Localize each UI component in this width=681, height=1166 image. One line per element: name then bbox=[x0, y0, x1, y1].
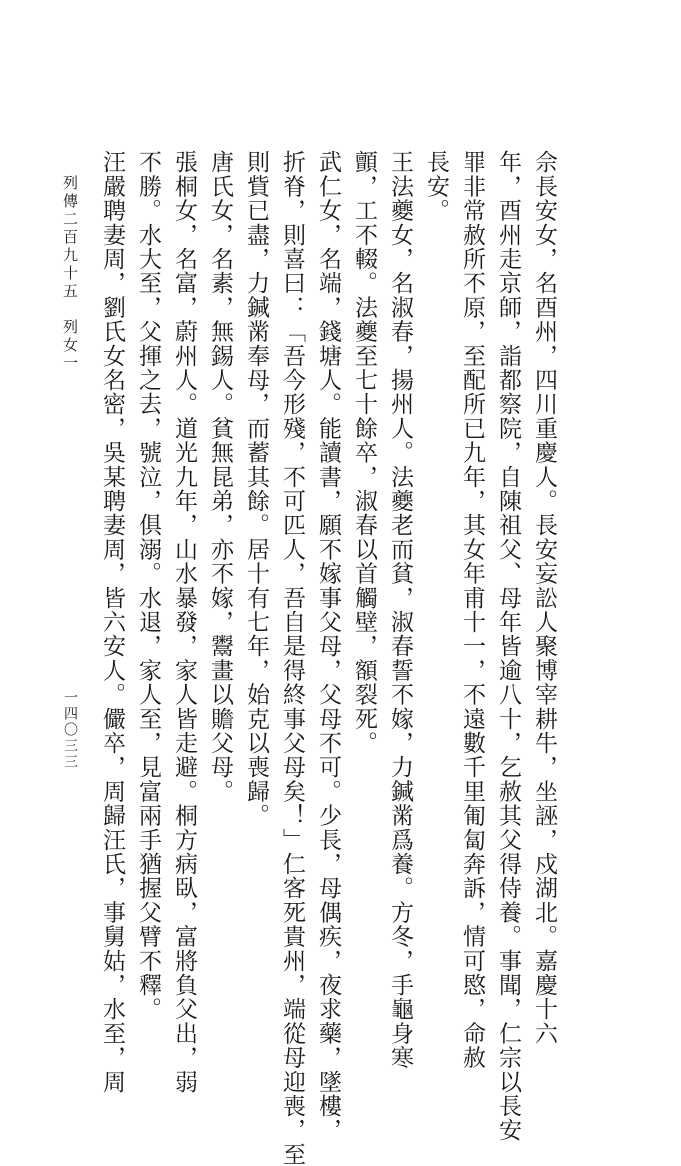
text-line-5: 王法夔女，名淑春，揚州人。法夔老而貧，淑春誓不嫁，力鍼黹爲養。方冬，手龜身寒 bbox=[387, 150, 413, 1070]
text-line-9: 則貲已盡，力鍼黹奉母，而蓄其餘。居十有七年，始克以喪歸。 bbox=[243, 150, 269, 828]
text-line-12: 不勝。水大至，父揮之去，號泣，俱溺。水退，家人至，見富兩手猶握父臂不釋。 bbox=[135, 150, 161, 1022]
text-line-13: 汪嚴聘妻周，劉氏女名密，吳某聘妻周，皆六安人。儼卒，周歸汪氏，事舅姑，水至，周 bbox=[99, 150, 125, 1094]
text-line-11: 張桐女，名富，蔚州人。道光九年，山水暴發，家人皆走避。桐方病臥，富將負父出，弱 bbox=[171, 150, 197, 1094]
text-line-4: 長安。 bbox=[423, 150, 449, 223]
text-line-10: 唐氏女，名素，無錫人。貧無昆弟，亦不嫁，鬻畫以贍父母。 bbox=[207, 150, 233, 804]
text-line-2: 年，酉州走京師，詣都察院，自陳祖父、母年皆逾八十，乞赦其父得侍養。事聞，仁宗以長安 bbox=[495, 150, 521, 1143]
text-line-3: 罪非常赦所不原，至配所已九年，其女年甫十一，不遠數千里匍匐奔訴，情可愍，命赦 bbox=[459, 150, 485, 1070]
text-line-6: 顫，工不輟。法夔至七十餘卒，淑春以首觸壁，額裂死。 bbox=[351, 150, 377, 755]
text-line-1: 佘長安女，名酉州，四川重慶人。長安妄訟人聚博宰耕牛，坐誣，戍湖北。嘉慶十六 bbox=[531, 150, 557, 1046]
running-header: 列傳二百九十五 列女一 bbox=[61, 175, 79, 373]
text-line-7: 武仁女，名端，錢塘人。能讀書，願不嫁事父母，父母不可。少長，母偶疾，夜求藥，墜樓， bbox=[315, 150, 341, 1143]
text-line-8: 折脊，則喜曰：「吾今形殘，不可匹人，吾自是得終事父母矣！」仁客死貴州，端從母迎喪，至 bbox=[279, 150, 305, 1166]
page-number: 一四〇三三 bbox=[62, 690, 78, 770]
